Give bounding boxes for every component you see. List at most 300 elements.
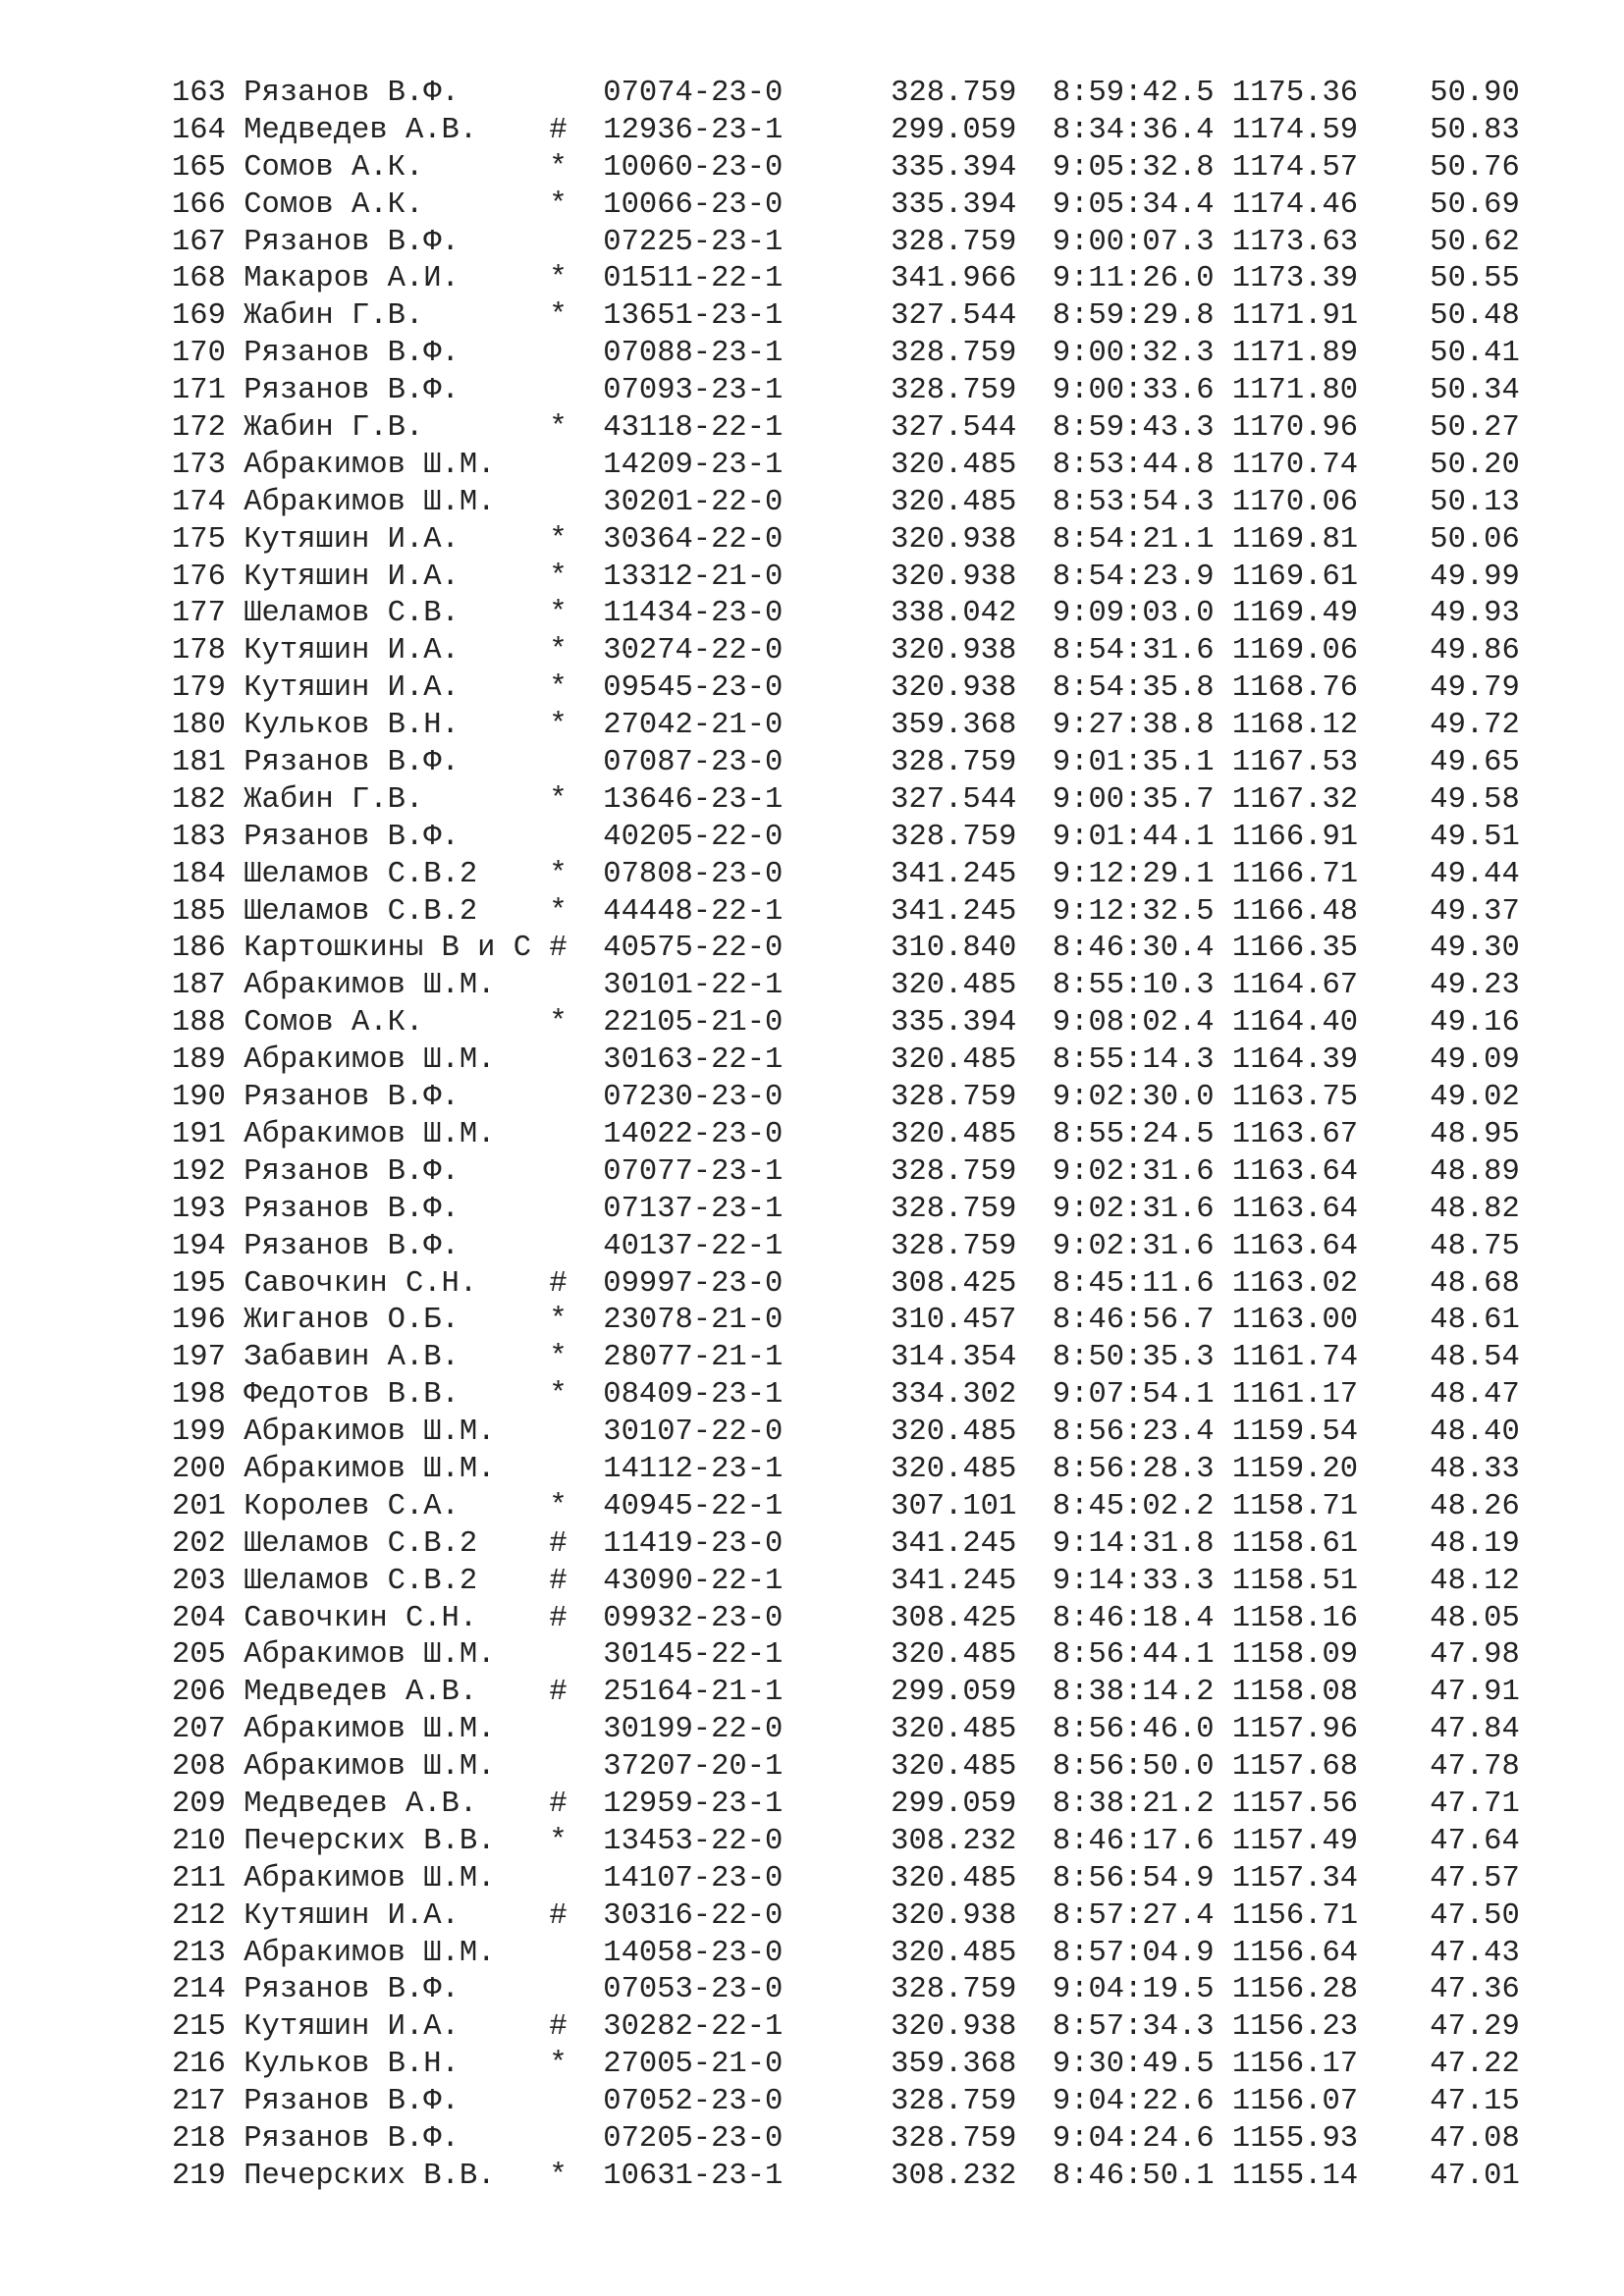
place-cell: 201 xyxy=(172,1489,244,1523)
mark-cell: * xyxy=(531,709,604,743)
distance-cell: 334.302 xyxy=(783,1378,1017,1413)
place-cell: 176 xyxy=(172,560,244,594)
arrival-time-cell: 9:02:31.6 xyxy=(1016,1154,1215,1189)
points-cell: 48.68 xyxy=(1358,1266,1520,1301)
mark-cell: # xyxy=(531,1564,604,1598)
ring-number-cell: 13646-23-1 xyxy=(603,782,784,817)
speed-cell: 1161.74 xyxy=(1214,1341,1359,1375)
mark-cell: * xyxy=(531,671,604,706)
place-cell: 170 xyxy=(172,337,244,371)
ring-number-cell: 07808-23-0 xyxy=(603,857,784,891)
place-cell: 207 xyxy=(172,1713,244,1747)
mark-cell: # xyxy=(531,1676,604,1710)
speed-cell: 1156.71 xyxy=(1214,1898,1359,1933)
fancier-name-cell: Рязанов В.Ф. xyxy=(244,1081,532,1115)
mark-cell xyxy=(531,1415,603,1449)
place-cell: 218 xyxy=(172,2121,244,2156)
speed-cell: 1171.80 xyxy=(1214,374,1359,408)
table-row xyxy=(172,1377,1520,1415)
points-cell: 50.48 xyxy=(1358,299,1520,334)
arrival-time-cell: 9:05:34.4 xyxy=(1016,187,1215,222)
table-row xyxy=(172,1266,1520,1304)
place-cell: 186 xyxy=(172,932,244,966)
distance-cell: 328.759 xyxy=(783,820,1017,854)
table-row xyxy=(172,187,1520,225)
arrival-time-cell: 9:00:35.7 xyxy=(1016,782,1215,817)
mark-cell: * xyxy=(531,187,604,222)
arrival-time-cell: 8:38:21.2 xyxy=(1016,1787,1215,1821)
ring-number-cell: 08409-23-1 xyxy=(603,1378,784,1413)
points-cell: 47.78 xyxy=(1358,1750,1520,1785)
speed-cell: 1164.40 xyxy=(1214,1006,1359,1041)
ring-number-cell: 43090-22-1 xyxy=(603,1564,784,1598)
distance-cell: 320.938 xyxy=(783,522,1017,557)
distance-cell: 320.485 xyxy=(783,969,1017,1003)
points-cell: 50.41 xyxy=(1358,337,1520,371)
points-cell: 50.76 xyxy=(1358,150,1520,185)
mark-cell xyxy=(531,1230,603,1263)
distance-cell: 328.759 xyxy=(783,746,1017,780)
points-cell: 47.91 xyxy=(1358,1676,1520,1710)
arrival-time-cell: 8:45:02.2 xyxy=(1016,1489,1215,1523)
table-row xyxy=(172,261,1520,298)
mark-cell: * xyxy=(531,560,604,594)
points-cell: 47.98 xyxy=(1358,1638,1520,1673)
place-cell: 217 xyxy=(172,2085,244,2119)
place-cell: 172 xyxy=(172,411,244,446)
distance-cell: 320.485 xyxy=(783,485,1017,519)
points-cell: 50.34 xyxy=(1358,374,1520,408)
speed-cell: 1163.75 xyxy=(1214,1081,1359,1115)
arrival-time-cell: 8:54:21.1 xyxy=(1016,522,1215,557)
speed-cell: 1175.36 xyxy=(1214,77,1359,110)
distance-cell: 328.759 xyxy=(783,1081,1017,1115)
points-cell: 47.57 xyxy=(1358,1861,1520,1896)
table-row xyxy=(172,968,1520,1005)
points-cell: 50.13 xyxy=(1358,485,1520,519)
arrival-time-cell: 9:00:07.3 xyxy=(1016,225,1215,259)
place-cell: 200 xyxy=(172,1452,244,1486)
speed-cell: 1168.12 xyxy=(1214,709,1359,743)
points-cell: 49.23 xyxy=(1358,969,1520,1003)
points-cell: 48.05 xyxy=(1358,1601,1520,1635)
points-cell: 47.71 xyxy=(1358,1787,1520,1821)
place-cell: 195 xyxy=(172,1266,244,1301)
speed-cell: 1156.28 xyxy=(1214,1973,1359,2007)
fancier-name-cell: Медведев А.В. xyxy=(244,113,532,147)
speed-cell: 1156.64 xyxy=(1214,1936,1359,1970)
place-cell: 168 xyxy=(172,262,244,296)
place-cell: 196 xyxy=(172,1304,244,1338)
table-row xyxy=(172,857,1520,894)
table-row xyxy=(172,2159,1520,2196)
arrival-time-cell: 8:59:29.8 xyxy=(1016,299,1215,334)
ring-number-cell: 07225-23-1 xyxy=(603,225,784,259)
table-row xyxy=(172,1861,1520,1898)
distance-cell: 328.759 xyxy=(783,1229,1017,1263)
fancier-name-cell: Жабин Г.В. xyxy=(244,411,532,446)
speed-cell: 1158.61 xyxy=(1214,1526,1359,1561)
mark-cell: * xyxy=(531,597,604,631)
place-cell: 183 xyxy=(172,820,244,854)
fancier-name-cell: Печерских В.В. xyxy=(244,1824,532,1858)
speed-cell: 1173.63 xyxy=(1214,225,1359,259)
place-cell: 184 xyxy=(172,857,244,891)
distance-cell: 299.059 xyxy=(783,1787,1017,1821)
ring-number-cell: 13651-23-1 xyxy=(603,299,784,334)
points-cell: 49.44 xyxy=(1358,857,1520,891)
table-row xyxy=(172,1824,1520,1861)
place-cell: 214 xyxy=(172,1973,244,2007)
table-row xyxy=(172,1787,1520,1824)
table-row xyxy=(172,633,1520,670)
speed-cell: 1171.89 xyxy=(1214,337,1359,371)
arrival-time-cell: 9:00:33.6 xyxy=(1016,374,1215,408)
distance-cell: 320.938 xyxy=(783,2010,1017,2045)
arrival-time-cell: 8:46:56.7 xyxy=(1016,1304,1215,1338)
distance-cell: 320.485 xyxy=(783,1117,1017,1151)
speed-cell: 1169.06 xyxy=(1214,634,1359,668)
arrival-time-cell: 8:55:24.5 xyxy=(1016,1117,1215,1151)
arrival-time-cell: 8:59:42.5 xyxy=(1016,77,1215,110)
distance-cell: 320.485 xyxy=(783,1861,1017,1896)
ring-number-cell: 07093-23-1 xyxy=(603,374,784,408)
distance-cell: 308.232 xyxy=(783,2159,1017,2193)
speed-cell: 1167.53 xyxy=(1214,746,1359,780)
points-cell: 48.95 xyxy=(1358,1117,1520,1151)
distance-cell: 359.368 xyxy=(783,709,1017,743)
place-cell: 208 xyxy=(172,1750,244,1785)
speed-cell: 1156.23 xyxy=(1214,2010,1359,2045)
points-cell: 47.64 xyxy=(1358,1824,1520,1858)
fancier-name-cell: Рязанов В.Ф. xyxy=(244,225,532,259)
fancier-name-cell: Кутяшин И.А. xyxy=(244,671,532,706)
arrival-time-cell: 9:02:30.0 xyxy=(1016,1081,1215,1115)
fancier-name-cell: Абракимов Ш.М. xyxy=(244,1415,532,1450)
speed-cell: 1171.91 xyxy=(1214,299,1359,334)
fancier-name-cell: Абракимов Ш.М. xyxy=(244,1638,532,1673)
arrival-time-cell: 9:27:38.8 xyxy=(1016,709,1215,743)
arrival-time-cell: 8:54:31.6 xyxy=(1016,634,1215,668)
table-row xyxy=(172,225,1520,262)
fancier-name-cell: Шеламов С.В.2 xyxy=(244,1526,532,1561)
table-row xyxy=(172,1042,1520,1080)
speed-cell: 1155.93 xyxy=(1214,2121,1359,2156)
place-cell: 192 xyxy=(172,1154,244,1189)
fancier-name-cell: Рязанов В.Ф. xyxy=(244,1154,532,1189)
ring-number-cell: 10060-23-0 xyxy=(603,150,784,185)
speed-cell: 1166.35 xyxy=(1214,932,1359,966)
speed-cell: 1164.39 xyxy=(1214,1043,1359,1078)
mark-cell: * xyxy=(531,634,604,668)
arrival-time-cell: 9:08:02.4 xyxy=(1016,1006,1215,1041)
speed-cell: 1158.51 xyxy=(1214,1564,1359,1598)
table-row xyxy=(172,150,1520,187)
table-row xyxy=(172,1898,1520,1936)
table-row xyxy=(172,1564,1520,1601)
arrival-time-cell: 9:14:31.8 xyxy=(1016,1526,1215,1561)
distance-cell: 328.759 xyxy=(783,374,1017,408)
fancier-name-cell: Абракимов Ш.М. xyxy=(244,1452,532,1486)
speed-cell: 1163.02 xyxy=(1214,1266,1359,1301)
table-row xyxy=(172,745,1520,782)
points-cell: 47.50 xyxy=(1358,1898,1520,1933)
ring-number-cell: 14209-23-1 xyxy=(603,448,784,482)
points-cell: 47.29 xyxy=(1358,2010,1520,2045)
ring-number-cell: 30282-22-1 xyxy=(603,2010,784,2045)
ring-number-cell: 14112-23-1 xyxy=(603,1452,784,1486)
points-cell: 50.62 xyxy=(1358,225,1520,259)
arrival-time-cell: 8:54:23.9 xyxy=(1016,560,1215,594)
place-cell: 210 xyxy=(172,1824,244,1858)
ring-number-cell: 10631-23-1 xyxy=(603,2159,784,2193)
fancier-name-cell: Кульков В.Н. xyxy=(244,2048,532,2082)
points-cell: 49.65 xyxy=(1358,746,1520,780)
place-cell: 181 xyxy=(172,746,244,780)
ring-number-cell: 09932-23-0 xyxy=(603,1601,784,1635)
points-cell: 49.02 xyxy=(1358,1081,1520,1115)
distance-cell: 308.425 xyxy=(783,1601,1017,1635)
distance-cell: 328.759 xyxy=(783,1973,1017,2007)
points-cell: 49.58 xyxy=(1358,782,1520,817)
mark-cell xyxy=(531,486,603,519)
mark-cell: * xyxy=(531,1006,604,1041)
mark-cell: # xyxy=(531,113,604,147)
table-row xyxy=(172,782,1520,820)
points-cell: 47.84 xyxy=(1358,1713,1520,1747)
fancier-name-cell: Медведев А.В. xyxy=(244,1676,532,1710)
place-cell: 187 xyxy=(172,969,244,1003)
points-cell: 49.93 xyxy=(1358,597,1520,631)
points-cell: 49.79 xyxy=(1358,671,1520,706)
arrival-time-cell: 9:05:32.8 xyxy=(1016,150,1215,185)
points-cell: 49.16 xyxy=(1358,1006,1520,1041)
fancier-name-cell: Абракимов Ш.М. xyxy=(244,1043,532,1078)
ring-number-cell: 40205-22-0 xyxy=(603,820,784,854)
speed-cell: 1163.64 xyxy=(1214,1229,1359,1263)
table-row xyxy=(172,1154,1520,1192)
distance-cell: 320.938 xyxy=(783,634,1017,668)
ring-number-cell: 30316-22-0 xyxy=(603,1898,784,1933)
points-cell: 50.20 xyxy=(1358,448,1520,482)
fancier-name-cell: Шеламов С.В. xyxy=(244,597,532,631)
mark-cell: * xyxy=(531,262,604,296)
fancier-name-cell: Шеламов С.В.2 xyxy=(244,1564,532,1598)
fancier-name-cell: Кульков В.Н. xyxy=(244,709,532,743)
distance-cell: 320.485 xyxy=(783,1713,1017,1747)
ring-number-cell: 30274-22-0 xyxy=(603,634,784,668)
mark-cell: # xyxy=(531,1787,604,1821)
place-cell: 179 xyxy=(172,671,244,706)
fancier-name-cell: Забавин А.В. xyxy=(244,1341,532,1375)
place-cell: 197 xyxy=(172,1341,244,1375)
ring-number-cell: 30201-22-0 xyxy=(603,485,784,519)
arrival-time-cell: 9:12:32.5 xyxy=(1016,894,1215,929)
speed-cell: 1163.64 xyxy=(1214,1154,1359,1189)
ring-number-cell: 30101-22-1 xyxy=(603,969,784,1003)
points-cell: 50.69 xyxy=(1358,187,1520,222)
fancier-name-cell: Шеламов С.В.2 xyxy=(244,894,532,929)
fancier-name-cell: Абракимов Ш.М. xyxy=(244,1117,532,1151)
speed-cell: 1159.54 xyxy=(1214,1415,1359,1450)
distance-cell: 299.059 xyxy=(783,113,1017,147)
place-cell: 173 xyxy=(172,448,244,482)
place-cell: 166 xyxy=(172,187,244,222)
distance-cell: 320.485 xyxy=(783,1638,1017,1673)
table-row xyxy=(172,298,1520,336)
mark-cell xyxy=(531,1043,603,1077)
ring-number-cell: 43118-22-1 xyxy=(603,411,784,446)
distance-cell: 327.544 xyxy=(783,299,1017,334)
mark-cell: # xyxy=(531,932,604,966)
table-row xyxy=(172,485,1520,522)
speed-cell: 1158.71 xyxy=(1214,1489,1359,1523)
distance-cell: 341.966 xyxy=(783,262,1017,296)
table-row xyxy=(172,1080,1520,1117)
points-cell: 49.37 xyxy=(1358,894,1520,929)
place-cell: 199 xyxy=(172,1415,244,1450)
speed-cell: 1163.64 xyxy=(1214,1192,1359,1226)
points-cell: 48.12 xyxy=(1358,1564,1520,1598)
fancier-name-cell: Печерских В.В. xyxy=(244,2159,532,2193)
speed-cell: 1166.91 xyxy=(1214,820,1359,854)
points-cell: 49.86 xyxy=(1358,634,1520,668)
fancier-name-cell: Рязанов В.Ф. xyxy=(244,374,532,408)
speed-cell: 1157.49 xyxy=(1214,1824,1359,1858)
mark-cell xyxy=(531,1193,603,1226)
distance-cell: 308.425 xyxy=(783,1266,1017,1301)
place-cell: 169 xyxy=(172,299,244,334)
mark-cell xyxy=(531,821,603,854)
mark-cell xyxy=(531,1750,603,1784)
distance-cell: 335.394 xyxy=(783,1006,1017,1041)
ring-number-cell: 25164-21-1 xyxy=(603,1676,784,1710)
place-cell: 209 xyxy=(172,1787,244,1821)
distance-cell: 320.485 xyxy=(783,1452,1017,1486)
speed-cell: 1170.96 xyxy=(1214,411,1359,446)
mark-cell: * xyxy=(531,1489,604,1523)
points-cell: 48.26 xyxy=(1358,1489,1520,1523)
place-cell: 198 xyxy=(172,1378,244,1413)
points-cell: 48.19 xyxy=(1358,1526,1520,1561)
mark-cell: # xyxy=(531,1898,604,1933)
speed-cell: 1169.49 xyxy=(1214,597,1359,631)
distance-cell: 341.245 xyxy=(783,1564,1017,1598)
mark-cell xyxy=(531,2122,603,2156)
table-row xyxy=(172,2009,1520,2047)
speed-cell: 1174.59 xyxy=(1214,113,1359,147)
mark-cell: # xyxy=(531,1266,604,1301)
fancier-name-cell: Абракимов Ш.М. xyxy=(244,1750,532,1785)
table-row xyxy=(172,2121,1520,2159)
points-cell: 50.83 xyxy=(1358,113,1520,147)
place-cell: 215 xyxy=(172,2010,244,2045)
place-cell: 212 xyxy=(172,1898,244,1933)
table-row xyxy=(172,560,1520,597)
speed-cell: 1163.00 xyxy=(1214,1304,1359,1338)
table-row xyxy=(172,1192,1520,1229)
ring-number-cell: 07205-23-0 xyxy=(603,2121,784,2156)
arrival-time-cell: 9:07:54.1 xyxy=(1016,1378,1215,1413)
fancier-name-cell: Рязанов В.Ф. xyxy=(244,2121,532,2156)
fancier-name-cell: Кутяшин И.А. xyxy=(244,634,532,668)
points-cell: 48.82 xyxy=(1358,1192,1520,1226)
fancier-name-cell: Абракимов Ш.М. xyxy=(244,485,532,519)
fancier-name-cell: Абракимов Ш.М. xyxy=(244,1713,532,1747)
arrival-time-cell: 9:04:22.6 xyxy=(1016,2085,1215,2119)
mark-cell xyxy=(531,1713,603,1746)
fancier-name-cell: Рязанов В.Ф. xyxy=(244,2085,532,2119)
speed-cell: 1174.46 xyxy=(1214,187,1359,222)
speed-cell: 1158.16 xyxy=(1214,1601,1359,1635)
ring-number-cell: 30364-22-0 xyxy=(603,522,784,557)
ring-number-cell: 40575-22-0 xyxy=(603,932,784,966)
fancier-name-cell: Жабин Г.В. xyxy=(244,782,532,817)
mark-cell: * xyxy=(531,2159,604,2193)
distance-cell: 320.938 xyxy=(783,1898,1017,1933)
place-cell: 202 xyxy=(172,1526,244,1561)
ring-number-cell: 07137-23-1 xyxy=(603,1192,784,1226)
table-row xyxy=(172,1415,1520,1452)
distance-cell: 338.042 xyxy=(783,597,1017,631)
speed-cell: 1157.34 xyxy=(1214,1861,1359,1896)
table-row xyxy=(172,1229,1520,1266)
fancier-name-cell: Кутяшин И.А. xyxy=(244,522,532,557)
ring-number-cell: 07088-23-1 xyxy=(603,337,784,371)
speed-cell: 1155.14 xyxy=(1214,2159,1359,2193)
place-cell: 174 xyxy=(172,485,244,519)
table-row xyxy=(172,373,1520,410)
arrival-time-cell: 8:59:43.3 xyxy=(1016,411,1215,446)
points-cell: 49.72 xyxy=(1358,709,1520,743)
points-cell: 47.22 xyxy=(1358,2048,1520,2082)
fancier-name-cell: Рязанов В.Ф. xyxy=(244,1192,532,1226)
points-cell: 49.99 xyxy=(1358,560,1520,594)
table-row xyxy=(172,596,1520,633)
arrival-time-cell: 8:57:34.3 xyxy=(1016,2010,1215,2045)
ring-number-cell: 22105-21-0 xyxy=(603,1006,784,1041)
fancier-name-cell: Шеламов С.В.2 xyxy=(244,857,532,891)
fancier-name-cell: Федотов В.В. xyxy=(244,1378,532,1413)
mark-cell xyxy=(531,1973,603,2006)
mark-cell xyxy=(531,226,603,259)
speed-cell: 1157.56 xyxy=(1214,1787,1359,1821)
ring-number-cell: 11419-23-0 xyxy=(603,1526,784,1561)
place-cell: 194 xyxy=(172,1229,244,1263)
ring-number-cell: 14022-23-0 xyxy=(603,1117,784,1151)
ring-number-cell: 40137-22-1 xyxy=(603,1229,784,1263)
fancier-name-cell: Рязанов В.Ф. xyxy=(244,337,532,371)
place-cell: 211 xyxy=(172,1861,244,1896)
place-cell: 171 xyxy=(172,374,244,408)
arrival-time-cell: 9:11:26.0 xyxy=(1016,262,1215,296)
distance-cell: 320.485 xyxy=(783,1936,1017,1970)
distance-cell: 299.059 xyxy=(783,1676,1017,1710)
distance-cell: 328.759 xyxy=(783,1192,1017,1226)
distance-cell: 320.938 xyxy=(783,671,1017,706)
ring-number-cell: 30107-22-0 xyxy=(603,1415,784,1450)
arrival-time-cell: 8:53:44.8 xyxy=(1016,448,1215,482)
ring-number-cell: 13453-22-0 xyxy=(603,1824,784,1858)
ring-number-cell: 07230-23-0 xyxy=(603,1081,784,1115)
mark-cell: * xyxy=(531,1824,604,1858)
ring-number-cell: 30145-22-1 xyxy=(603,1638,784,1673)
table-row xyxy=(172,1340,1520,1377)
arrival-time-cell: 9:04:19.5 xyxy=(1016,1973,1215,2007)
table-row xyxy=(172,1117,1520,1154)
table-row xyxy=(172,1637,1520,1675)
speed-cell: 1158.08 xyxy=(1214,1676,1359,1710)
